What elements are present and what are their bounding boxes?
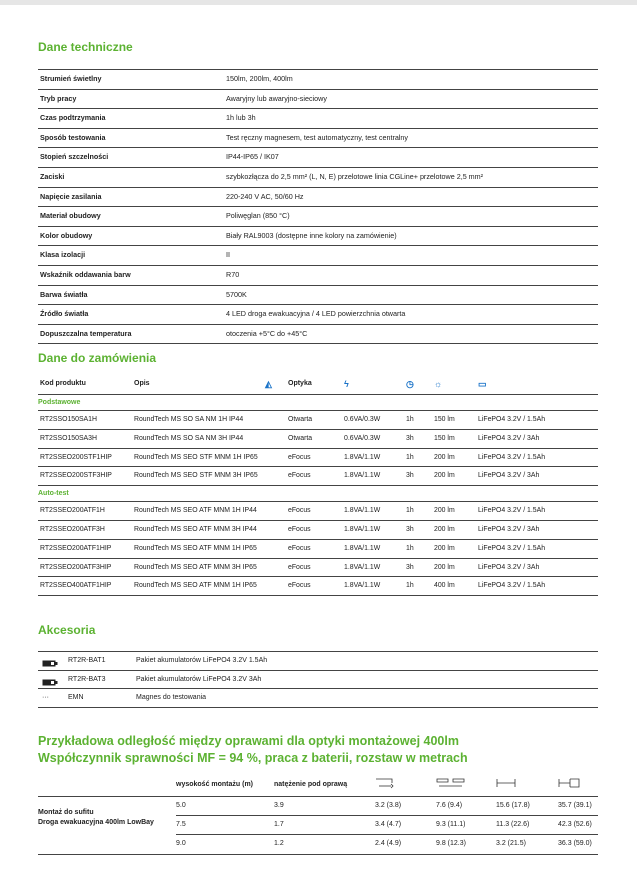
dist-table	[38, 774, 598, 854]
tech-value: 4 LED droga ewakuacyjna / 4 LED powierzchnia otwarta	[226, 309, 406, 319]
tech-key: Źródło światła	[40, 309, 89, 319]
tech-value: otoczenia +5°C do +45°C	[226, 328, 308, 338]
order-cell: LiFePO4 3.2V / 1.5Ah	[478, 582, 546, 590]
acc-title: Akcesoria	[38, 623, 96, 637]
dist-cell: 9.8 (12.3)	[436, 840, 466, 847]
tech-value: IP44-IP65 / IK07	[226, 152, 279, 162]
tech-value: 5700K	[226, 289, 247, 299]
battery-header-icon: ▭	[478, 379, 487, 389]
order-row	[38, 467, 598, 486]
acc-desc: Pakiet akumulatorów LiFePO4 3.2V 3Ah	[136, 675, 262, 683]
dist-cell: 42.3 (52.6)	[558, 821, 592, 828]
tech-row	[38, 266, 598, 286]
dist-cell: 3.4 (4.7)	[375, 821, 402, 828]
order-cell: eFocus	[288, 563, 311, 571]
dist-cell: 1.2	[274, 840, 284, 847]
acc-code: RT2R-BAT3	[68, 675, 106, 683]
order-row	[38, 521, 598, 540]
dist-cell: 15.6 (17.8)	[496, 802, 530, 809]
order-cell: Otwarta	[288, 434, 313, 442]
acc-row	[38, 652, 598, 671]
order-cell: 0.6VA/0.3W	[344, 416, 381, 423]
height-header: wysokość montażu (m)	[176, 781, 254, 788]
tech-row	[38, 129, 598, 149]
tech-value: szybkozłącza do 2,5 mm² (L, N, E) przelotowe linia CGLine+ przelotowe 2,5 mm²	[226, 171, 484, 181]
dist-cell: 35.7 (39.1)	[558, 802, 592, 809]
order-cell: LiFePO4 3.2V / 3Ah	[478, 525, 540, 533]
dist-cell: 3.9	[274, 802, 284, 809]
order-row	[38, 540, 598, 559]
order-cell: 200 lm	[434, 563, 455, 571]
order-cell: RoundTech MS SEO ATF MNM 1H IP44	[134, 507, 257, 515]
order-cell: eFocus	[288, 507, 311, 515]
order-cell: 200 lm	[434, 472, 455, 480]
order-cell: RoundTech MS SEO ATF MNM 3H IP44	[134, 525, 257, 533]
order-cell: RT2SSEO200STF3HIP	[40, 472, 112, 480]
order-cell: Otwarta	[288, 416, 313, 423]
order-cell: eFocus	[288, 453, 311, 461]
order-cell: 3h	[406, 525, 414, 533]
order-cell: eFocus	[288, 544, 311, 552]
spacing-between-icon	[436, 777, 466, 791]
order-row	[38, 502, 598, 521]
mount-label-1: Montaż do sufitu	[38, 809, 94, 816]
acc-row	[38, 671, 598, 690]
tech-key: Tryb pracy	[40, 93, 77, 103]
tech-row	[38, 90, 598, 110]
tech-row	[38, 188, 598, 208]
dist-cell: 9.3 (11.1)	[436, 821, 466, 828]
order-cell: 1h	[406, 453, 414, 461]
lumen-icon: ☼	[434, 379, 443, 389]
order-cell: RT2SSEO200ATF3HIP	[40, 563, 112, 571]
tech-row	[38, 148, 598, 168]
order-body	[38, 395, 598, 596]
spacing-open-icon	[496, 777, 516, 791]
order-cell: 200 lm	[434, 453, 455, 461]
order-cell: 400 lm	[434, 582, 455, 590]
optics-icon: ◭	[265, 379, 272, 389]
tech-key: Wskaźnik oddawania barw	[40, 269, 131, 279]
tech-value: II	[226, 250, 230, 260]
dist-header	[38, 774, 598, 796]
order-group-label: Auto-test	[38, 486, 598, 502]
order-cell: eFocus	[288, 525, 311, 533]
order-cell: 0.6VA/0.3W	[344, 434, 381, 442]
mount-label-2: Droga ewakuacyjna 400lm LowBay	[38, 819, 154, 826]
order-cell: 1h	[406, 582, 414, 590]
tech-value: Awaryjny lub awaryjno-sieciowy	[226, 93, 327, 103]
tech-row	[38, 286, 598, 306]
order-cell: 150 lm	[434, 416, 455, 423]
dist-cell: 36.3 (59.0)	[558, 840, 592, 847]
order-cell: RoundTech MS SEO ATF MNM 3H IP65	[134, 563, 257, 571]
tech-value: 1h lub 3h	[226, 113, 256, 123]
order-cell: 150 lm	[434, 434, 455, 442]
tech-row	[38, 168, 598, 188]
tech-value: Poliwęglan (850 °C)	[226, 211, 290, 221]
order-row	[38, 559, 598, 578]
acc-table	[38, 651, 598, 708]
order-cell: RT2SSEO400ATF1HIP	[40, 582, 112, 590]
dist-row	[38, 796, 598, 815]
order-cell: RoundTech MS SEO ATF MNM 1H IP65	[134, 582, 257, 590]
dist-cell: 3.2 (21.5)	[496, 840, 526, 847]
order-table	[38, 374, 598, 596]
tech-title: Dane techniczne	[38, 40, 133, 54]
tech-key: Sposób testowania	[40, 132, 106, 142]
order-cell: LiFePO4 3.2V / 3Ah	[478, 563, 540, 571]
tech-value: Test ręczny magnesem, test automatyczny, test centralny	[226, 132, 409, 142]
tech-key: Dopuszczalna temperatura	[40, 328, 132, 338]
code-header: Kod produktu	[40, 380, 86, 387]
order-cell: 1h	[406, 544, 414, 552]
tech-key: Napięcie zasilania	[40, 191, 102, 201]
tech-key: Barwa światła	[40, 289, 88, 299]
order-cell: 200 lm	[434, 525, 455, 533]
tech-key: Strumień świetlny	[40, 74, 102, 83]
tech-table	[38, 69, 598, 344]
tech-key: Zaciski	[40, 171, 65, 181]
tech-value: 150lm, 200lm, 400lm	[226, 74, 293, 83]
magnet-icon: ···	[42, 694, 49, 701]
order-cell: 1.8VA/1.1W	[344, 563, 381, 571]
order-cell: 1h	[406, 416, 414, 423]
order-group-label: Podstawowe	[38, 395, 598, 411]
dist-cell: 3.2 (3.8)	[375, 802, 402, 809]
order-cell: 3h	[406, 472, 414, 480]
desc-header: Opis	[134, 380, 150, 387]
dist-row	[38, 815, 598, 834]
dist-cell: 5.0	[176, 802, 186, 809]
acc-code: RT2R-BAT1	[68, 657, 106, 664]
order-cell: 1.8VA/1.1W	[344, 544, 381, 552]
order-cell: RT2SSEO200ATF1HIP	[40, 544, 112, 552]
order-cell: 1h	[406, 507, 414, 515]
dist-cell: 1.7	[274, 821, 284, 828]
tech-key: Stopień szczelności	[40, 152, 109, 162]
order-cell: LiFePO4 3.2V / 3Ah	[478, 434, 540, 442]
acc-desc: Magnes do testowania	[136, 694, 207, 701]
order-cell: RoundTech MS SO SA NM 1H IP44	[134, 416, 244, 423]
tech-row	[38, 305, 598, 325]
tech-key: Czas podtrzymania	[40, 113, 106, 123]
tech-row	[38, 207, 598, 227]
tech-row	[38, 109, 598, 129]
order-cell: eFocus	[288, 582, 311, 590]
order-cell: 1.8VA/1.1W	[344, 507, 381, 515]
order-cell: eFocus	[288, 472, 311, 480]
order-cell: 3h	[406, 434, 414, 442]
order-row	[38, 430, 598, 449]
order-row	[38, 411, 598, 430]
order-cell: LiFePO4 3.2V / 1.5Ah	[478, 416, 546, 423]
tech-key: Materiał obudowy	[40, 211, 101, 221]
clock-icon: ◷	[406, 379, 414, 389]
order-cell: LiFePO4 3.2V / 3Ah	[478, 472, 540, 480]
tech-row	[38, 70, 598, 90]
order-cell: RT2SSO150SA1H	[40, 416, 97, 423]
order-cell: RoundTech MS SEO ATF MNM 1H IP65	[134, 544, 257, 552]
acc-row	[38, 689, 598, 708]
power-icon: ϟ	[344, 379, 349, 389]
order-cell: 200 lm	[434, 507, 455, 515]
order-cell: RT2SSO150SA3H	[40, 434, 97, 442]
order-cell: RoundTech MS SEO STF MNM 1H IP65	[134, 453, 258, 461]
dist-cell: 9.0	[176, 840, 186, 847]
top-bar	[0, 0, 637, 5]
dist-title-1: Przykładowa odległość między oprawami dla optyki montażowej 400lm	[38, 734, 459, 748]
order-cell: 1.8VA/1.1W	[344, 453, 381, 461]
tech-key: Klasa izolacji	[40, 250, 86, 260]
tech-row	[38, 246, 598, 266]
order-title: Dane do zamówienia	[38, 351, 157, 365]
tech-value: R70	[226, 269, 240, 279]
order-header	[38, 374, 598, 395]
order-cell: RoundTech MS SO SA NM 3H IP44	[134, 434, 244, 442]
order-cell: RT2SSEO200ATF1H	[40, 507, 105, 515]
order-cell: 1.8VA/1.1W	[344, 525, 381, 533]
order-cell: 3h	[406, 563, 414, 571]
tech-row	[38, 325, 598, 345]
order-cell: RT2SSEO200ATF3H	[40, 525, 105, 533]
dist-cell: 11.3 (22.6)	[496, 821, 530, 828]
order-cell: LiFePO4 3.2V / 1.5Ah	[478, 544, 546, 552]
order-cell: RT2SSEO200STF1HIP	[40, 453, 112, 461]
optics-header: Optyka	[288, 380, 312, 387]
tech-value: 220-240 V AC, 50/60 Hz	[226, 191, 304, 201]
dist-cell: 2.4 (4.9)	[375, 840, 402, 847]
acc-code: EMN	[68, 694, 84, 701]
tech-value: Biały RAL9003 (dostępne inne kolory na zamówienie)	[226, 230, 397, 240]
tech-key: Kolor obudowy	[40, 230, 93, 240]
order-cell: RoundTech MS SEO STF MNM 3H IP65	[134, 472, 258, 480]
order-cell: LiFePO4 3.2V / 1.5Ah	[478, 453, 546, 461]
spacing-wall-icon	[375, 777, 395, 791]
order-cell: 200 lm	[434, 544, 455, 552]
dist-cell: 7.6 (9.4)	[436, 802, 463, 809]
dist-row	[38, 834, 598, 853]
order-cell: 1.8VA/1.1W	[344, 582, 381, 590]
tech-row	[38, 227, 598, 247]
order-cell: 1.8VA/1.1W	[344, 472, 381, 480]
dist-cell: 7.5	[176, 821, 186, 828]
dist-title-2: Współczynnik sprawności MF = 94 %, praca z baterii, rozstaw w metrach	[38, 751, 468, 765]
acc-desc: Pakiet akumulatorów LiFePO4 3.2V 1.5Ah	[136, 657, 268, 664]
spacing-open-wall-icon	[558, 777, 580, 791]
illum-header: natężenie pod oprawą	[274, 781, 348, 788]
order-row	[38, 449, 598, 468]
order-cell: LiFePO4 3.2V / 1.5Ah	[478, 507, 546, 515]
order-row	[38, 577, 598, 596]
